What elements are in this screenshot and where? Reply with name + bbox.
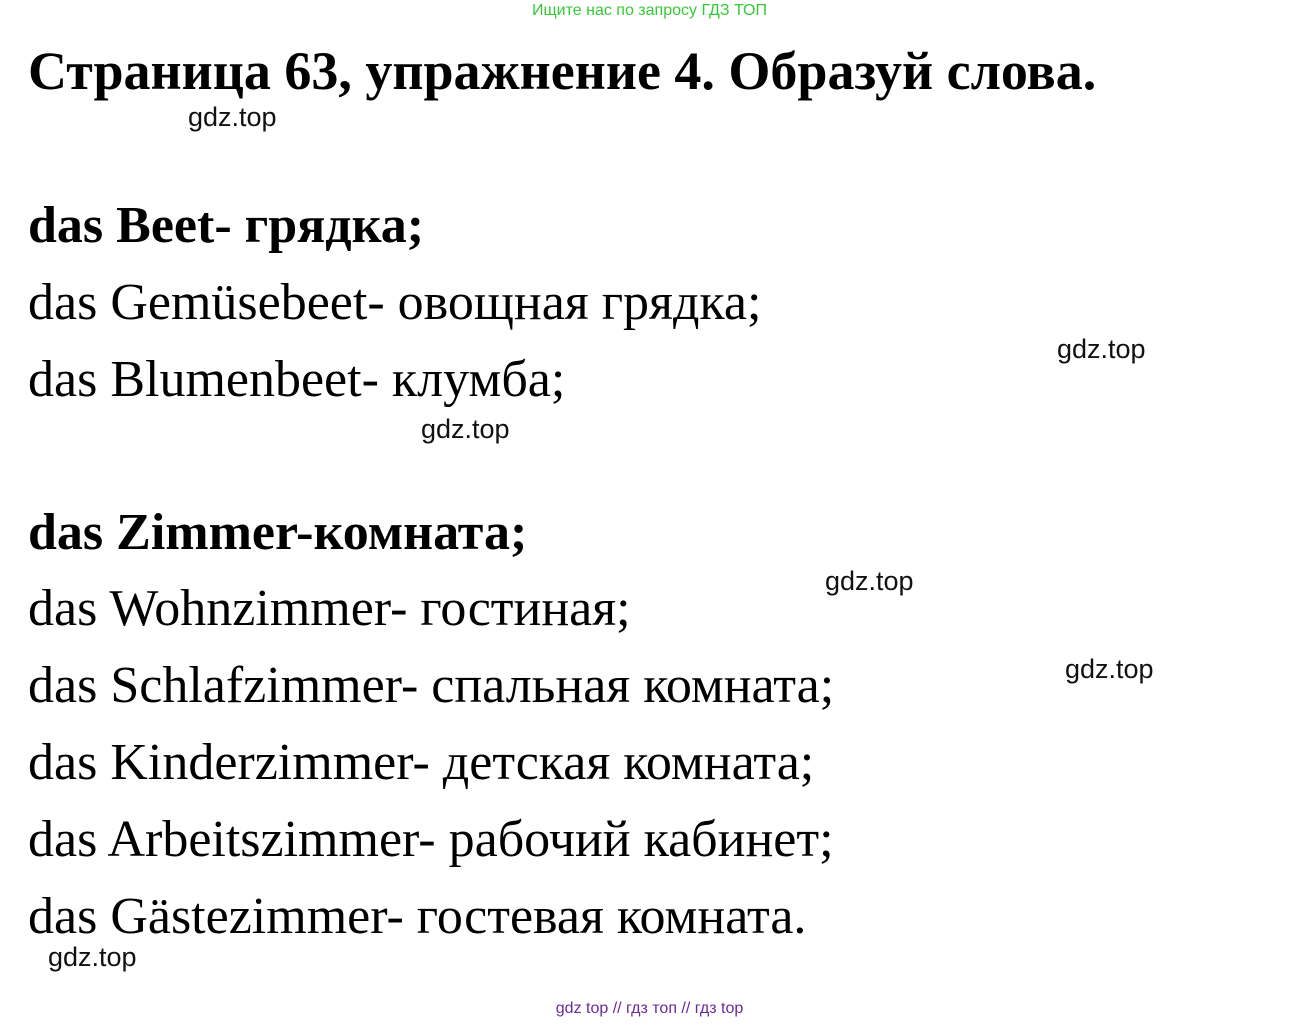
watermark: gdz.top (1065, 654, 1154, 684)
section-heading-beet: das Beet- грядка; (28, 197, 425, 254)
watermark: gdz.top (188, 102, 277, 132)
section-heading-zimmer: das Zimmer-комната; (28, 504, 528, 561)
watermark: gdz.top (825, 566, 914, 596)
top-search-note: Ищите нас по запросу ГДЗ ТОП (532, 2, 767, 19)
watermark: gdz.top (1057, 334, 1146, 364)
word-line: das Gemüsebeet- овощная грядка; (28, 274, 762, 331)
watermark: gdz.top (48, 942, 137, 972)
page-title: Страница 63, упражнение 4. Образуй слова. (28, 41, 1097, 101)
word-line: das Blumenbeet- клумба; (28, 351, 566, 408)
word-line: das Wohnzimmer- гостиная; (28, 580, 631, 637)
footer-links: gdz top // гдз топ // гдз top (555, 1000, 744, 1017)
watermark: gdz.top (421, 414, 510, 444)
word-line: das Kinderzimmer- детская комната; (28, 734, 815, 791)
word-line: das Arbeitszimmer- рабочий кабинет; (28, 811, 834, 868)
word-line: das Gästezimmer- гостевая комната. (28, 888, 807, 945)
word-line: das Schlafzimmer- спальная комната; (28, 657, 835, 714)
